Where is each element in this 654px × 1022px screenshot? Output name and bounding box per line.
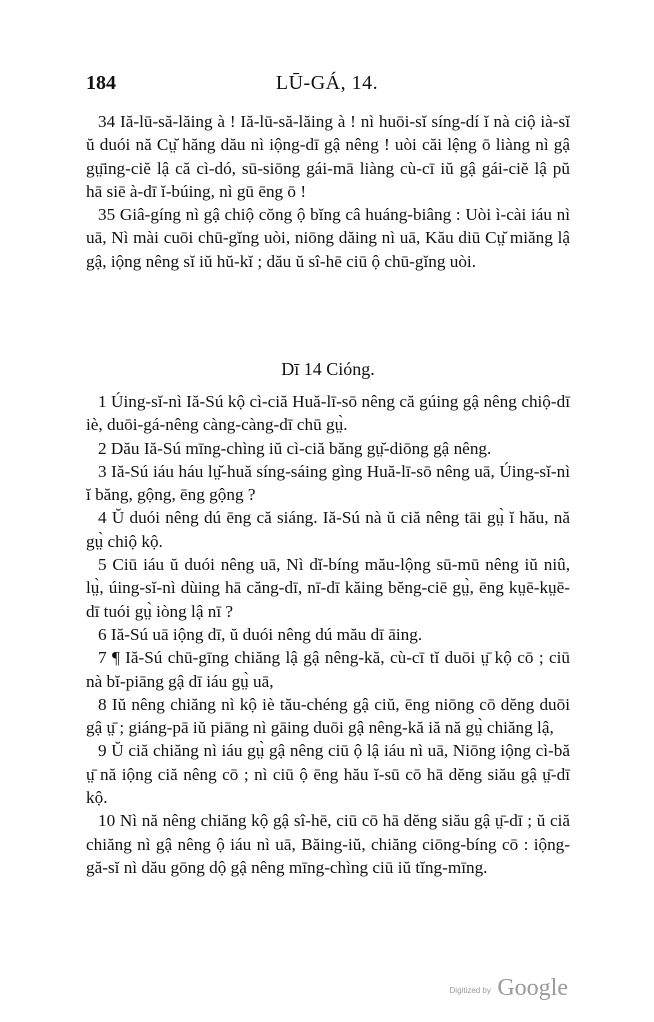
verse: 8 Iŭ nêng chiăng nì kộ iè tău-chéng gậ ciŭ, ēng niōng cō dĕng duōi gậ ṳ̄ ; giáng-pā iŭ piāng nì gāing duōi gậ nêng-kă iă nă gṳ̀ chiăng lậ, xyxy=(86,694,570,738)
running-title: LŪ-GÁ, 14. xyxy=(275,72,379,94)
verse: 5 Ciū iáu ŭ duói nêng uā, Nì dĭ-bíng mău-lộng sū-mū nêng iŭ niû, lṳ̀, úing-sĭ-nì dùing hā căng-dī, nī-dī kăing bĕng-ciē gṳ̀, ēng kṳē-kṳē-dī tuói gṳ̀ iòng lậ nī ? xyxy=(86,555,570,621)
chapter-verses xyxy=(86,390,570,879)
page-number: 184 xyxy=(86,72,116,94)
verse: 9 Ŭ ciă chiăng nì iáu gṳ̀ gậ nêng ciū ộ lậ iáu nì uā, Niōng iộng cì-bă ṳ̄ nă iộng ciă nêng cō ; nì ciū ộ ēng hău ĭ-sū cō hā dĕng siău gậ ṳ̄-dī kộ. xyxy=(86,741,570,808)
verse: 35 Giâ-gíng nì gậ chiộ cŏng ộ bĭng câ huáng-biâng : Uòi ì-cài iáu nì uā, Nì mài cuōi chū-gĭng uòi, niōng dăing nì uā, Kău diū Cṳ̆ miăng lậ gậ, iộng nêng sĭ iŭ hŭ-kĭ ; dău ŭ sî-hē ciū ộ chū-gĭng uòi. xyxy=(86,205,570,271)
verse: 10 Nì nă nêng chiăng kộ gậ sî-hē, ciū cō hā dĕng siău gậ ṳ̄-dī ; ŭ ciă chiăng nì gậ nêng ộ iáu nì uā, Băing-iŭ, chiăng ciōng-bíng cō : iộng-gă-sĭ nì dău gōng dộ gậ nêng mīng-chìng ciū iŭ tĭng-mīng. xyxy=(86,811,570,877)
previous-chapter-verses xyxy=(86,110,570,273)
verse: 4 Ŭ duói nêng dú ēng că siáng. Iă-Sú nà ŭ ciă nêng tāi gṳ̀ ĭ hău, nă gṳ̀ chiộ kộ. xyxy=(86,508,570,551)
chapter-heading: Dī 14 Cióng. xyxy=(281,359,375,379)
verse: 2 Dău Iă-Sú mīng-chìng iŭ cì-ciă băng gṳ̆-diōng gậ nêng. xyxy=(98,438,492,458)
page-header xyxy=(86,72,568,96)
google-logo: Google xyxy=(497,975,568,1001)
verse: 3 Iă-Sú iáu háu lṳ̆-huă síng-sáing gìng Huă-lī-sō nêng uā, Úing-sĭ-nì ĭ băng, gộng, ēng gộng ? xyxy=(86,461,570,505)
verse: 1 Úing-sĭ-nì Iă-Sú kộ cì-ciă Huă-lī-sō nêng că gúing gậ nêng chiộ-dī iè, duōi-gá-nêng càng-càng-dī chū gṳ̀. xyxy=(86,392,570,435)
verse: 7 ¶ Iă-Sú chū-gīng chiăng lậ gậ nêng-kă, cù-cī tĭ duōi ṳ̄ kộ cō ; ciū nà bĭ-piāng gậ dī iáu gṳ̀ uā, xyxy=(86,648,570,691)
verse: 34 Iă-lū-să-lăing à ! Iă-lū-să-lăing à ! nì huōi-sĭ síng-dí ĭ nà ciộ ià-sĭ ŭ duói nă Cṳ̆ hăng dău nì iộng-dī gậ nêng ! uòi căi lệng ō liàng nì gậ gṳ̄ing-ciĕ lậ că cì-dó, sū-siōng gái-mā liàng cù-cī iŭ gậ gái-ciĕ lậ pŭ hā siē à-dī ĭ-búing, nì gū ēng ō ! xyxy=(86,112,570,201)
digitized-watermark xyxy=(450,975,568,1002)
verse: 6 Iă-Sú uā iộng dī, ŭ duói nêng dú mău dī āing. xyxy=(98,624,423,644)
digitized-label: Digitized by xyxy=(449,986,491,995)
